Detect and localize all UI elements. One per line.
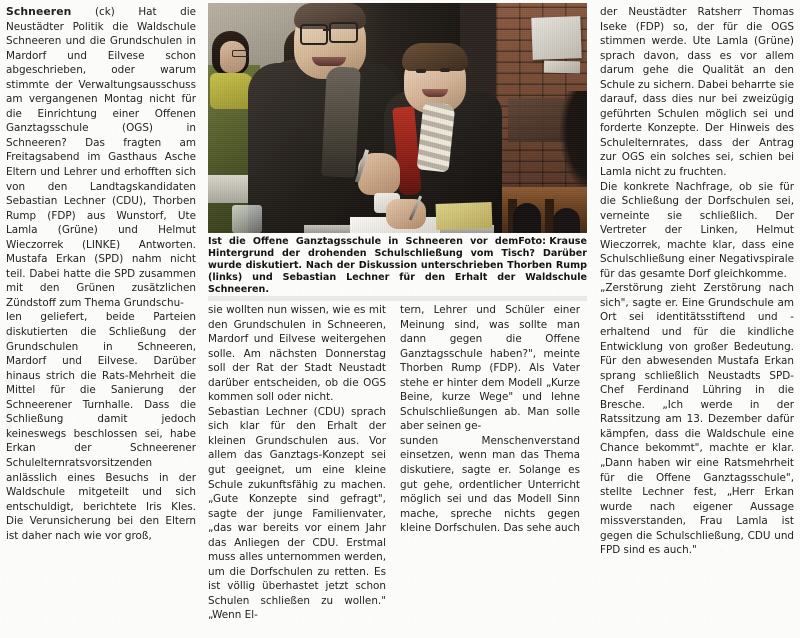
- photo-caption-text: Ist die Offene Ganztagsschule in Schneeren vor dem Hintergrund der drohenden Schulschließung vom Tisch? Darüber wurde diskutiert. Nach der Diskussion unterschrieben Thorben Rump (links) und Sebastian Lechner für den Erhalt der Waldschule Schneeren.: [208, 236, 587, 296]
- photo-caption: [208, 236, 587, 296]
- photo-man2-hand: [386, 199, 426, 229]
- column2-paragraph-1: sie wollten nun wissen, wie es mit den Grundschulen in Schneeren, Mardorf und Eilvese weitergehen solle. Am nächsten Donnerstag soll der Rat der Stadt Neustadt darüber entscheiden, ob die OGS kommen soll oder nicht.: [208, 304, 386, 404]
- column4-paragraph-2: Die konkrete Nachfrage, ob sie für die Schließung der Dorfschulen sei, verneinte sie schließlich. Der Vertreter der Linken, Helmut Wieczorrek, machte klar, dass eine Schulschließung einer Negativspirale für das gesamte Dorf gleichkomme.: [600, 180, 794, 280]
- column2-paragraph-2: Sebastian Lechner (CDU) sprach sich klar für den Erhalt der kleinen Grundschulen aus. Vor allem das Ganztags-Konzept sei gut geeignet, um eine kleine Schule zukunftsfähig zu machen. „Gute Konzepte sind gefragt", sagte der junge Familienvater, „das war bereits vor einem Jahr das Anliegen der CDU. Erstmal muss alles unternommen werden, um die Dorfschulen zu retten. Es ist völlig überhastet jetzt schon Schulen schließen zu wollen." „Wenn El-: [208, 405, 386, 622]
- photo-wall-notice-a: [531, 16, 581, 60]
- photo-man1-glasses-bridge: [323, 29, 330, 31]
- column4-paragraph-3: „Zerstörung zieht Zerstörung nach sich", sagte er. Eine Grundschule am Ort sei identitätsstiftend und -erhaltend und für die kindliche Entwicklung von großer Bedeutung. Für den abwesenden Mustafa Erkan sprang schließlich Neustadts SPD-Chef Ferdinand Lühring in die Bresche. „Ich werde in der Ratssitzung am 13. Dezember dafür kämpfen, dass die Waldschule eine Chance bekommt", machte er klar. „Dann haben wir eine Ratsmehrheit für die Offene Ganztagsschule", stellte Lechner fest, „Herr Erkan wurde nach eigener Aussage missverstanden, Frau Lamla ist gegen die Schulschließung, CDU und FPD sind es auch.": [600, 282, 794, 557]
- photo-man2-eye-right: [440, 68, 450, 72]
- scan-artifact-band: [208, 296, 587, 301]
- photo-woman-glasses: [232, 50, 249, 57]
- photo-man1-scarf: [321, 66, 361, 178]
- photo-audience-head-right: [553, 208, 580, 233]
- scan-artifact-edge: [6, 330, 12, 450]
- column3-paragraph-1: tern, Lehrer und Schüler einer Meinung sind, was sollte man dann gegen die Offene Ganztagsschule haben?", meinte Thorben Rump (FDP). Als Vater stehe er hinter dem Modell „Kurze Beine, kurze Wege" und lehne Schulschließungen ab. Man solle aber seinen ge-: [400, 304, 580, 433]
- dateline-city: Schneeren: [6, 5, 72, 18]
- photo-man1-glasses-left: [300, 24, 328, 45]
- photo-glass: [232, 205, 262, 233]
- photo-audience-head-left: [513, 203, 541, 233]
- photo-woman-face: [220, 41, 246, 73]
- article-column-1: [6, 5, 196, 543]
- column4-paragraph-1: der Neustädter Ratsherr Thomas Iseke (FDP) so, der für die OGS stimmen werde. Ute Lamla (Grüne) sprach davon, dass es vor allem darum gehe die Qualität an den Schule zu sichern. Dabei beharrte sie darauf, dass dies nur bei zweizügig geführten Schulen möglich sei und forderte Konzepte. Der Hinweis des Schulelternrates, dass der Antrag zur OGS ein solches sei, schien bei Lamla nicht zu fruchten.: [600, 6, 794, 179]
- column1-paragraph-2: len geliefert, beide Parteien diskutierten die Schließung der Grundschulen in Schneeren, Mardorf und Eilvese. Darüber hinaus strich die Rats-Mehrheit die Mittel für die Sanierung der Schneerener Turnhalle. Dass die Schließung damit jedoch keineswegs beschlossen sei, habe Erkan der Schneerener Schulelternratsvorsitzenden anlässlich eines Besuchs in der Waldschule mitgeteilt und sich entschuldigt, berichtete Iris Kles. Die Verunsicherung bei den Eltern ist daher nach wie vor groß,: [6, 311, 196, 542]
- article-column-2: [208, 303, 386, 623]
- photo-wall-shadow: [560, 91, 587, 191]
- photo-man2-eye-left: [416, 69, 426, 73]
- column1-paragraph-1: Hat die Neustädter Politik die Waldschule Schneeren und die Grundschulen in Mardorf und Eilvese schon abgeschrieben, oder warum stimmte der Verwaltungsausschuss am vergangenen Montag nicht für die Einrichtung einer Offenen Ganztagsschule (OGS) in Schneeren? Das fragten am Freitagsabend im Gasthaus Asche Eltern und Lehrer und erhofften sich von den Landtagskandidaten Sebastian Lechner (CDU), Thorben Rump (FDP) aus Wunstorf, Ute Lamla (Grüne) und Helmut Wieczorrek (LINKE) Antworten. Mustafa Erkan (SPD) nahm nicht teil. Dabei hatte die SPD zusammen mit den Grünen zusätzlichen Zündstoff zum Thema Grundschu-: [6, 6, 196, 309]
- column3-paragraph-2: sunden Menschenverstand einsetzen, wenn man das Thema diskutiere, sagte er. Solange es gut gehe, ordentlicher Unterricht möglich sei und das Modell Sinn mache, spreche nichts gegen kleine Dorfschulen. Das sehe auch: [400, 434, 580, 535]
- article-lead-paragraph: [6, 5, 196, 310]
- article-photo-block: [208, 3, 587, 233]
- photo-credit: Foto: Krause: [518, 236, 587, 247]
- photo-wall-notice-b: [544, 61, 580, 74]
- photo-yellow-paper: [436, 202, 493, 230]
- photo-man2-hair: [402, 43, 468, 71]
- article-column-4: [600, 5, 794, 558]
- photo-man1-glasses-right: [329, 22, 358, 43]
- dateline-author: (ck): [94, 6, 115, 18]
- photo-man2-mouth: [422, 89, 448, 97]
- article-photo: [208, 3, 587, 233]
- article-column-3: [400, 303, 580, 536]
- photo-man1-mouth: [312, 57, 346, 66]
